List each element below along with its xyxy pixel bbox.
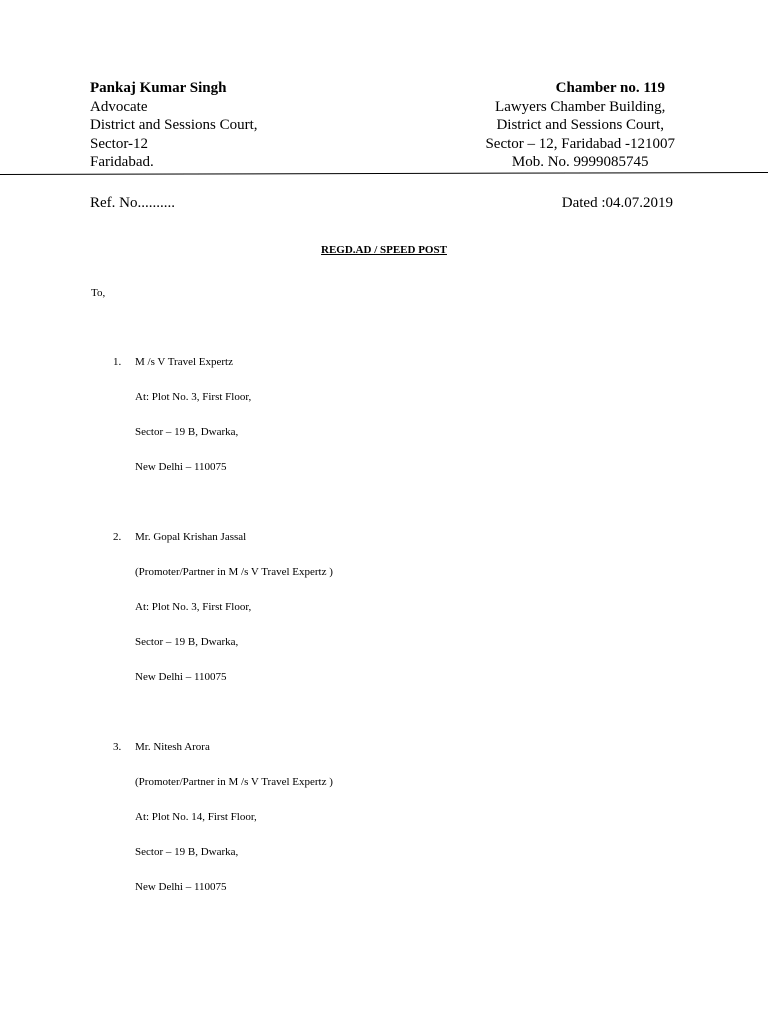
addressee-line: New Delhi – 110075: [135, 881, 227, 893]
date: Dated :04.07.2019: [561, 195, 673, 211]
advocate-name: Pankaj Kumar Singh: [90, 80, 227, 96]
addressee-number: 1.: [113, 356, 122, 368]
advocate-title: Advocate: [90, 98, 148, 115]
addressee-line: (Promoter/Partner in M /s V Travel Expertz ): [135, 566, 333, 578]
letterhead-left: [90, 79, 258, 172]
delivery-mode-heading: REGD.AD / SPEED POST: [321, 244, 447, 256]
addressee-line: Mr. Gopal Krishan Jassal: [135, 531, 247, 543]
chamber-sector: Sector – 12, Faridabad -121007: [485, 135, 675, 152]
sector: Sector-12: [90, 135, 149, 152]
header-divider: [0, 172, 768, 175]
addressee-line: At: Plot No. 3, First Floor,: [135, 601, 252, 613]
addressee-line: New Delhi – 110075: [135, 461, 227, 473]
chamber-building: Lawyers Chamber Building,: [495, 98, 666, 115]
addressee-number: 3.: [113, 741, 122, 753]
addressee-line: M /s V Travel Expertz: [135, 356, 233, 368]
addressee-line: At: Plot No. 3, First Floor,: [135, 391, 252, 403]
addressee-line: At: Plot No. 14, First Floor,: [135, 811, 257, 823]
city: Faridabad.: [90, 154, 154, 170]
mobile-number: Mob. No. 9999085745: [511, 154, 649, 170]
letterhead-right: [485, 79, 675, 172]
addressee-number: 2.: [113, 531, 122, 543]
addressee-line: Sector – 19 B, Dwarka,: [135, 846, 239, 858]
addressee-line: Sector – 19 B, Dwarka,: [135, 636, 239, 648]
reference-number: Ref. No..........: [90, 195, 175, 211]
addressee-line: New Delhi – 110075: [135, 671, 227, 683]
court-name: District and Sessions Court,: [90, 117, 258, 133]
addressee-line: (Promoter/Partner in M /s V Travel Expertz ): [135, 776, 333, 788]
salutation-to: To,: [91, 287, 106, 299]
chamber-number: Chamber no. 119: [555, 80, 665, 96]
addressee-line: Sector – 19 B, Dwarka,: [135, 426, 239, 438]
chamber-court: District and Sessions Court,: [496, 117, 664, 133]
addressee-line: Mr. Nitesh Arora: [135, 741, 210, 753]
